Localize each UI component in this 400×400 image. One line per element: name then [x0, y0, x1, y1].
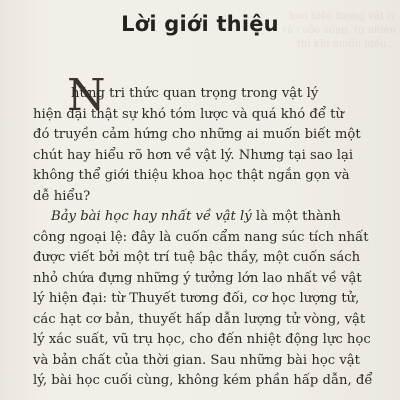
paragraph-line: hững tri thức quan trọng trong vật lý: [71, 86, 319, 101]
paragraph-fragment: là một thành: [251, 209, 341, 224]
paragraph-line: lý hiện đại: từ Thuyết tương đối, cơ học lượng tử,: [33, 291, 360, 306]
paragraph-line: lý, bài học cuối cùng, không kém phần hấp dẫn, để: [33, 373, 373, 388]
paragraph-line: công ngoại lệ: đây là cuốn cẩm nang súc tích nhất: [33, 229, 369, 245]
bleed-through-text: bao hiện tượng vật lý và cuộc sống, tự nhiên thì khi muốn hiểu...: [281, 11, 396, 50]
paragraph-line: không thể giới thiệu khoa học thật ngắn gọn và: [33, 168, 350, 183]
body-text: [33, 84, 383, 392]
paragraph-line: và bản chất của thời gian. Sau những bài học vật: [33, 352, 360, 368]
paragraph-line: các hạt cơ bản, thuyết hấp dẫn lượng tử vòng, vật: [33, 311, 366, 327]
paragraph-line: dễ hiểu?: [33, 188, 91, 204]
paragraph-first-line: [33, 207, 383, 228]
paragraph-line: đó truyền cảm hứng cho những ai muốn biết một: [33, 127, 361, 142]
paragraph-line: chút hay hiểu rõ hơn về vật lý. Nhưng tại sao lại: [33, 147, 354, 163]
page-title: Lời giới thiệu: [121, 12, 279, 36]
paragraph-line: nhỏ chứa đựng những ý tưởng lớn lao nhất về vật: [33, 270, 362, 286]
paragraph-line: lý xác suất, vũ trụ học, cho đến nhiệt động lực học: [33, 332, 371, 347]
dropcap-letter: N: [67, 70, 106, 121]
book-title-italic: Bảy bài học hay nhất về vật lý: [51, 209, 252, 224]
paragraph-line: được viết bởi một trí tuệ bậc thầy, một cuốn sách: [33, 250, 361, 265]
paragraph-line: hiện đại thật sự khó tóm lược và quá khó để từ: [33, 106, 344, 122]
